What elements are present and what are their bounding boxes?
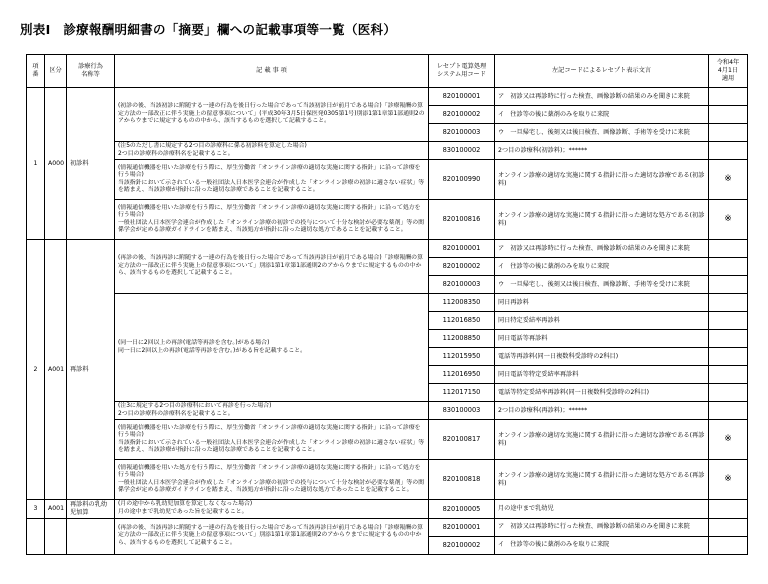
receipt-text: イ 往診等の後に薬剤のみを取りに来院 — [495, 106, 709, 124]
applicable-mark — [709, 106, 748, 124]
receipt-code: 112016950 — [429, 366, 495, 384]
table-body — [27, 88, 748, 555]
applicable-mark — [709, 330, 748, 348]
receipt-code: 112015950 — [429, 348, 495, 366]
applicable-mark — [709, 500, 748, 519]
receipt-code: 112008350 — [429, 294, 495, 312]
applicable-mark: ※ — [709, 420, 748, 460]
item-kubun: A001 — [45, 500, 67, 519]
receipt-text: ウ 一旦帰宅し、後刻又は後日検査、画像診断、手術等を受けに来院 — [495, 276, 709, 294]
applicable-mark: ※ — [709, 160, 748, 200]
applicable-mark — [709, 366, 748, 384]
receipt-text: 同日電話等特定妥結率再診料 — [495, 366, 709, 384]
table-row — [27, 518, 748, 536]
applicable-mark — [709, 384, 748, 402]
header-kubun: 区分 — [45, 55, 67, 88]
item-kubun: A000 — [45, 88, 67, 240]
requirements-table — [26, 54, 748, 555]
applicable-mark — [709, 312, 748, 330]
table-row — [27, 460, 748, 500]
applicable-mark — [709, 240, 748, 258]
item-description: (情報通信機器を用いた診療を行う際に、厚生労働省「オンライン診療の適切な実施に関する指針」に沿って診療を行う場合) 当該指針において示されている一般社団法人日本医学会連合が作成した「オンライン診療の初診に適さない症状」等を踏まえ、当該診療が指針に沿った適切な診療であることを記載すること。 — [115, 160, 429, 200]
item-name — [67, 518, 115, 554]
receipt-text: 同日特定妥結率再診料 — [495, 312, 709, 330]
applicable-mark — [709, 142, 748, 160]
receipt-code: 112008850 — [429, 330, 495, 348]
table-header-row — [27, 55, 748, 88]
receipt-text: ア 初診又は再診時に行った検査、画像診断の結果のみを聞きに来院 — [495, 240, 709, 258]
receipt-code: 830100002 — [429, 142, 495, 160]
item-description: (月の途中から乳幼児加算を算定しなくなった場合) 月の途中まで乳幼児であった旨を記載すること。 — [115, 500, 429, 519]
item-name: 再診料の乳幼児加算 — [67, 500, 115, 519]
applicable-mark: ※ — [709, 200, 748, 240]
receipt-text: オンライン診療の適切な実施に関する指針に沿った適切な診療である(初診料) — [495, 160, 709, 200]
receipt-code: 820100003 — [429, 124, 495, 142]
header-code: レセプト電算処理 システム用コード — [429, 55, 495, 88]
table-row — [27, 500, 748, 519]
receipt-code: 112017150 — [429, 384, 495, 402]
applicable-mark: ※ — [709, 460, 748, 500]
receipt-code: 820100001 — [429, 88, 495, 106]
table-row — [27, 88, 748, 106]
receipt-text: 同日電話等再診料 — [495, 330, 709, 348]
receipt-text: ア 初診又は再診時に行った検査、画像診断の結果のみを聞きに来院 — [495, 88, 709, 106]
item-description: (情報通信機器を用いた診療を行う際に、厚生労働省「オンライン診療の適切な実施に関する指針」に沿って診療を行う場合) 当該指針において示されている一般社団法人日本医学会連合が作成した「オンライン診療の初診に適さない症状」等を踏まえ、当該診療が指針に沿った適切な診療であることを記載すること。 — [115, 420, 429, 460]
receipt-text: イ 往診等の後に薬剤のみを取りに来院 — [495, 258, 709, 276]
applicable-mark — [709, 402, 748, 420]
item-description: (情報通信機器を用いた診療を行う際に、厚生労働省「オンライン診療の適切な実施に関する指針」に沿って処方を行う場合) 一般社団法人日本医学会連合が作成した「オンライン診療の初診での投与について十分な検討が必要な薬剤」等の関係学会が定める診療ガイドラインを踏まえ、当該処方が指針に沿った適切な処方であることを記載すること。 — [115, 200, 429, 240]
receipt-text: オンライン診療の適切な実施に関する指針に沿った適切な処方である(初診料) — [495, 200, 709, 240]
item-description: (再診の後、当該再診に附随する一連の行為を後日行った場合であって当該再診日が前月である場合)「診療報酬の算定方法の一部改正に伴う実施上の留意事項について」別添1第1章第1部通則2のアからウまでに規定するものの中から、該当するものを選択して記載すること。 — [115, 518, 429, 554]
item-description: (同一日に2回以上の再診(電話等再診を含む。)がある場合) 同一日に2回以上の再診(電話等再診を含む。)がある旨を記載すること。 — [115, 294, 429, 402]
applicable-mark — [709, 88, 748, 106]
table-row — [27, 142, 748, 160]
receipt-text: ア 初診又は再診時に行った検査、画像診断の結果のみを聞きに来院 — [495, 518, 709, 536]
item-name: 再診料 — [67, 240, 115, 500]
receipt-code: 820100001 — [429, 518, 495, 536]
receipt-text: オンライン診療の適切な実施に関する指針に沿った適切な診療である(再診料) — [495, 420, 709, 460]
receipt-code: 820100005 — [429, 500, 495, 519]
item-kubun — [45, 518, 67, 554]
applicable-mark — [709, 348, 748, 366]
item-description: (初診の後、当該初診に附随する一連の行為を後日行った場合であって当該初診日が前月である場合)「診療報酬の算定方法の一部改正に伴う実施上の留意事項について」(平成30年3月5日保医発0305第1号)別添1第1章第1部通則2のアからウまでに規定するものの中から、該当するものを選択して記載すること。 — [115, 88, 429, 142]
item-description: (情報通信機器を用いた処方を行う際に、厚生労働省「オンライン診療の適切な実施に関する指針」に沿って処方を行う場合) 一般社団法人日本医学会連合が作成した「オンライン診療の初診での投与について十分な検討が必要な薬剤」等の関係学会が定める診療ガイドラインを踏まえ、当該処方が指針に沿った適切な処方であったことを記載すること。 — [115, 460, 429, 500]
applicable-mark — [709, 536, 748, 554]
item-number: 1 — [27, 88, 45, 240]
receipt-text: 2つ目の診療科(再診料)；****** — [495, 402, 709, 420]
receipt-code: 820100818 — [429, 460, 495, 500]
receipt-text: 電話等再診料(同一日複数科受診時の2科目) — [495, 348, 709, 366]
receipt-code: 820100002 — [429, 536, 495, 554]
receipt-text: 同日再診料 — [495, 294, 709, 312]
item-number: 3 — [27, 500, 45, 519]
item-number — [27, 518, 45, 554]
applicable-mark — [709, 124, 748, 142]
receipt-text: オンライン診療の適切な実施に関する指針に沿った適切な処方である(再診料) — [495, 460, 709, 500]
receipt-code: 820100001 — [429, 240, 495, 258]
receipt-code: 820100003 — [429, 276, 495, 294]
receipt-text: イ 往診等の後に薬剤のみを取りに来院 — [495, 536, 709, 554]
applicable-mark — [709, 294, 748, 312]
receipt-code: 820100002 — [429, 258, 495, 276]
applicable-mark — [709, 518, 748, 536]
header-date: 令和4年 4月1日 適用 — [709, 55, 748, 88]
receipt-code: 830100003 — [429, 402, 495, 420]
receipt-text: 月の途中まで乳幼児 — [495, 500, 709, 519]
applicable-mark — [709, 258, 748, 276]
receipt-code: 820100817 — [429, 420, 495, 460]
item-description: (注5のただし書に規定する2つ目の診療科に係る初診料を算定した場合) 2つ目の診療科の診療科名を記載すること。 — [115, 142, 429, 160]
item-name: 初診料 — [67, 88, 115, 240]
item-kubun: A001 — [45, 240, 67, 500]
table-row — [27, 420, 748, 460]
header-name: 診療行為 名称等 — [67, 55, 115, 88]
table-row — [27, 294, 748, 312]
table-row — [27, 240, 748, 258]
item-number: 2 — [27, 240, 45, 500]
receipt-code: 112016850 — [429, 312, 495, 330]
receipt-text: ウ 一旦帰宅し、後刻又は後日検査、画像診断、手術等を受けに来院 — [495, 124, 709, 142]
receipt-text: 2つ目の診療科(初診料)；****** — [495, 142, 709, 160]
page-title: 別表Ⅰ 診療報酬明細書の「摘要」欄への記載事項等一覧（医科） — [20, 22, 397, 37]
applicable-mark — [709, 276, 748, 294]
receipt-code: 820100816 — [429, 200, 495, 240]
header-no: 項番 — [27, 55, 45, 88]
table-row — [27, 160, 748, 200]
receipt-text: 電話等特定妥結率再診料(同一日複数科受診時の2科目) — [495, 384, 709, 402]
table-row — [27, 402, 748, 420]
item-description: (注3に規定する2つ目の診療科において再診を行った場合) 2つ目の診療科の診療科名を記載すること。 — [115, 402, 429, 420]
header-text: 左記コードによるレセプト表示文言 — [495, 55, 709, 88]
receipt-code: 820100002 — [429, 106, 495, 124]
receipt-code: 820100990 — [429, 160, 495, 200]
table-row — [27, 200, 748, 240]
item-description: (再診の後、当該再診に附随する一連の行為を後日行った場合であって当該再診日が前月である場合)「診療報酬の算定方法の一部改正に伴う実施上の留意事項について」別添1第1章第1部通則2のアからウまでに規定するものの中から、該当するものを選択して記載すること。 — [115, 240, 429, 294]
header-desc: 記 載 事 項 — [115, 55, 429, 88]
